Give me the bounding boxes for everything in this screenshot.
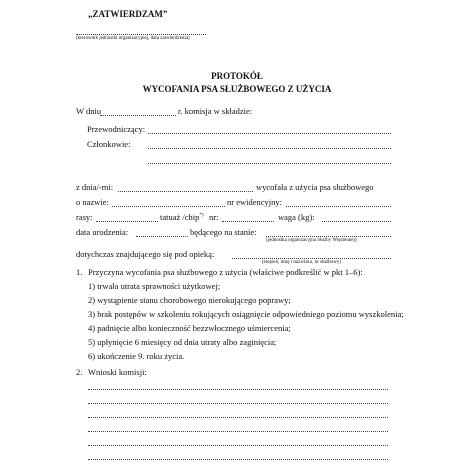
stock-label: będącego na stanie: — [190, 227, 257, 237]
day-field[interactable] — [100, 114, 176, 116]
from-label: z dnia/-mi: — [76, 182, 114, 192]
conclusions-line-2[interactable] — [88, 402, 388, 404]
commission-text: r. komisja w składzie: — [178, 106, 253, 116]
reason-item-5[interactable]: 5) upłynięcie 6 miesięcy od dnia utraty albo zaginięcia; — [88, 337, 277, 347]
approval-signature-line — [76, 33, 206, 35]
tattoo-nr-label: nr: — [209, 212, 219, 222]
reason-item-3[interactable]: 3) brak postępów w szkoleniu rokujących osiągnięcie odpowiedniego poziomu wyszkolenia; — [88, 309, 404, 319]
conclusions-line-4[interactable] — [88, 430, 388, 432]
name-label: o nazwie: — [76, 197, 109, 207]
chair-field[interactable] — [148, 132, 391, 134]
from-field[interactable] — [118, 190, 253, 192]
breed-label: rasy: — [76, 212, 93, 222]
section1-title: Przyczyna wycofania psa służbowego z użycia (właściwe podkreślić w pkt 1–6): — [88, 267, 363, 277]
tattoo-label — [160, 212, 204, 222]
weight-field[interactable] — [322, 220, 391, 222]
care-caption: (stopień, imię i nazwisko, nr służbowy) — [262, 260, 342, 265]
registration-label: nr ewidencyjny: — [227, 197, 282, 207]
conclusions-line-3[interactable] — [88, 416, 388, 418]
tattoo-label-text: tatuaż /chip — [160, 212, 200, 222]
reason-item-6[interactable]: 6) ukończenie 9. roku życia. — [88, 351, 185, 361]
withdrew-text: wycofała z użycia psa służbowego — [256, 182, 374, 192]
conclusions-line-1[interactable] — [88, 388, 388, 390]
members-label: Członkowie: — [87, 139, 131, 149]
care-label: dotychczas znajdującego się pod opieką: — [76, 249, 215, 259]
approval-title: „ZATWIERDZAM” — [88, 9, 168, 19]
conclusions-line-5[interactable] — [88, 444, 388, 446]
section2-number: 2. — [76, 367, 83, 377]
protocol-title: PROTOKÓŁ — [211, 71, 263, 81]
care-field[interactable] — [232, 257, 391, 259]
stock-field[interactable] — [266, 235, 391, 237]
section1-number: 1. — [76, 267, 83, 277]
protocol-subtitle: WYCOFANIA PSA SŁUŻBOWEGO Z UŻYCIA — [142, 84, 332, 94]
conclusions-line-6[interactable] — [88, 458, 388, 460]
unit-caption: (jednostka organizacyjna Służby Więziennej) — [266, 238, 357, 243]
registration-field[interactable] — [286, 205, 391, 207]
chair-label: Przewodniczący: — [87, 124, 146, 134]
birth-label: data urodzenia: — [76, 227, 129, 237]
day-label: W dniu — [76, 106, 102, 116]
weight-label: waga (kg): — [278, 212, 315, 222]
section2-title: Wnioski komisji: — [88, 367, 147, 377]
tattoo-number-field[interactable] — [222, 220, 274, 222]
birth-field[interactable] — [136, 235, 188, 237]
reason-item-4[interactable]: 4) padnięcie albo konieczność bezzwłocznego uśmiercenia; — [88, 323, 291, 333]
reason-item-2[interactable]: 2) wystąpienie stanu chorobowego nierokującego poprawy; — [88, 295, 291, 305]
tattoo-footnote-mark: *) — [199, 213, 204, 219]
member-field-2[interactable] — [148, 162, 391, 164]
approval-caption: (kierownik jednostki organizacyjnej, data zatwierdzenia) — [76, 36, 190, 41]
name-field[interactable] — [112, 205, 225, 207]
breed-field[interactable] — [96, 220, 158, 222]
member-field-1[interactable] — [148, 147, 391, 149]
reason-item-1[interactable]: 1) trwała utrata sprawności użytkowej; — [88, 281, 221, 291]
